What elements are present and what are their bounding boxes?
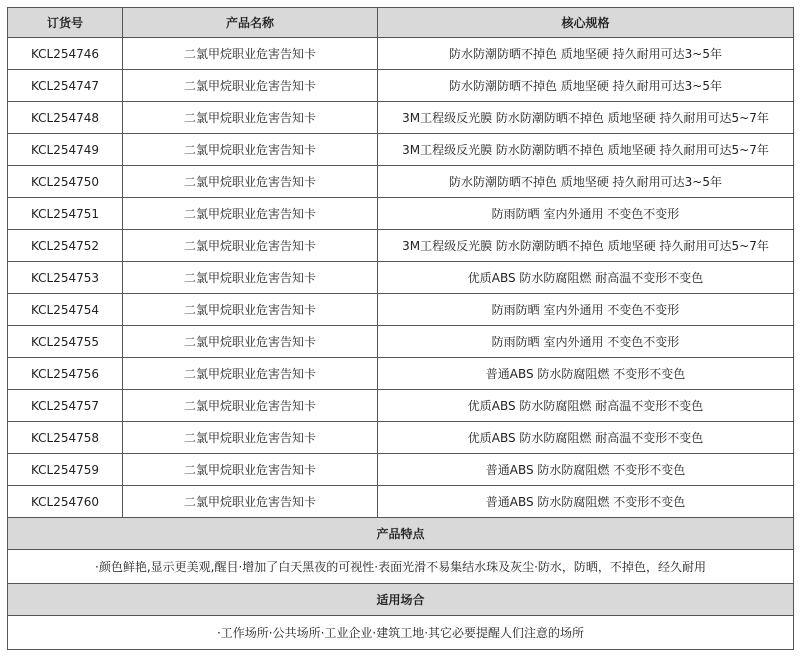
spec-cell: 3M工程级反光膜 防水防潮防晒不掉色 质地坚硬 持久耐用可达5~7年 bbox=[378, 102, 794, 134]
product-name-cell: 二氯甲烷职业危害告知卡 bbox=[123, 262, 378, 294]
spec-cell: 3M工程级反光膜 防水防潮防晒不掉色 质地坚硬 持久耐用可达5~7年 bbox=[378, 134, 794, 166]
product-name-cell: 二氯甲烷职业危害告知卡 bbox=[123, 134, 378, 166]
spec-cell: 普通ABS 防水防腐阻燃 不变形不变色 bbox=[378, 486, 794, 518]
order-no-cell: KCL254755 bbox=[8, 326, 123, 358]
product-table bbox=[7, 7, 794, 650]
table-row bbox=[8, 294, 794, 326]
header-order-no: 订货号 bbox=[8, 8, 123, 38]
product-name-cell: 二氯甲烷职业危害告知卡 bbox=[123, 326, 378, 358]
product-name-cell: 二氯甲烷职业危害告知卡 bbox=[123, 230, 378, 262]
product-name-cell: 二氯甲烷职业危害告知卡 bbox=[123, 294, 378, 326]
spec-cell: 优质ABS 防水防腐阻燃 耐高温不变形不变色 bbox=[378, 422, 794, 454]
spec-cell: 普通ABS 防水防腐阻燃 不变形不变色 bbox=[378, 358, 794, 390]
order-no-cell: KCL254747 bbox=[8, 70, 123, 102]
order-no-cell: KCL254759 bbox=[8, 454, 123, 486]
spec-cell: 防水防潮防晒不掉色 质地坚硬 持久耐用可达3~5年 bbox=[378, 166, 794, 198]
spec-cell: 优质ABS 防水防腐阻燃 耐高温不变形不变色 bbox=[378, 262, 794, 294]
header-product-name: 产品名称 bbox=[123, 8, 378, 38]
product-name-cell: 二氯甲烷职业危害告知卡 bbox=[123, 486, 378, 518]
spec-cell: 防雨防晒 室内外通用 不变色不变形 bbox=[378, 294, 794, 326]
table-row bbox=[8, 102, 794, 134]
header-core-spec: 核心规格 bbox=[378, 8, 794, 38]
spec-cell: 普通ABS 防水防腐阻燃 不变形不变色 bbox=[378, 454, 794, 486]
spec-cell: 优质ABS 防水防腐阻燃 耐高温不变形不变色 bbox=[378, 390, 794, 422]
order-no-cell: KCL254748 bbox=[8, 102, 123, 134]
spec-cell: 防雨防晒 室内外通用 不变色不变形 bbox=[378, 198, 794, 230]
spec-cell: 3M工程级反光膜 防水防潮防晒不掉色 质地坚硬 持久耐用可达5~7年 bbox=[378, 230, 794, 262]
table-row bbox=[8, 198, 794, 230]
product-name-cell: 二氯甲烷职业危害告知卡 bbox=[123, 358, 378, 390]
product-name-cell: 二氯甲烷职业危害告知卡 bbox=[123, 454, 378, 486]
order-no-cell: KCL254756 bbox=[8, 358, 123, 390]
features-body-row bbox=[8, 550, 794, 584]
order-no-cell: KCL254751 bbox=[8, 198, 123, 230]
applications-body-row bbox=[8, 616, 794, 650]
product-name-cell: 二氯甲烷职业危害告知卡 bbox=[123, 102, 378, 134]
order-no-cell: KCL254758 bbox=[8, 422, 123, 454]
table-row bbox=[8, 454, 794, 486]
table-row bbox=[8, 358, 794, 390]
product-name-cell: 二氯甲烷职业危害告知卡 bbox=[123, 198, 378, 230]
product-table-container bbox=[7, 7, 793, 650]
product-name-cell: 二氯甲烷职业危害告知卡 bbox=[123, 70, 378, 102]
product-name-cell: 二氯甲烷职业危害告知卡 bbox=[123, 422, 378, 454]
product-name-cell: 二氯甲烷职业危害告知卡 bbox=[123, 390, 378, 422]
table-row bbox=[8, 70, 794, 102]
order-no-cell: KCL254760 bbox=[8, 486, 123, 518]
table-row bbox=[8, 486, 794, 518]
order-no-cell: KCL254749 bbox=[8, 134, 123, 166]
order-no-cell: KCL254754 bbox=[8, 294, 123, 326]
order-no-cell: KCL254753 bbox=[8, 262, 123, 294]
product-name-cell: 二氯甲烷职业危害告知卡 bbox=[123, 166, 378, 198]
table-row bbox=[8, 326, 794, 358]
table-row bbox=[8, 390, 794, 422]
features-header-row bbox=[8, 518, 794, 550]
table-row bbox=[8, 230, 794, 262]
product-name-cell: 二氯甲烷职业危害告知卡 bbox=[123, 38, 378, 70]
order-no-cell: KCL254752 bbox=[8, 230, 123, 262]
applications-text: ·工作场所·公共场所·工业企业·建筑工地·其它必要提醒人们注意的场所 bbox=[8, 616, 794, 650]
table-row bbox=[8, 38, 794, 70]
applications-header-row bbox=[8, 584, 794, 616]
table-row bbox=[8, 262, 794, 294]
spec-cell: 防水防潮防晒不掉色 质地坚硬 持久耐用可达3~5年 bbox=[378, 70, 794, 102]
table-row bbox=[8, 166, 794, 198]
order-no-cell: KCL254750 bbox=[8, 166, 123, 198]
spec-cell: 防水防潮防晒不掉色 质地坚硬 持久耐用可达3~5年 bbox=[378, 38, 794, 70]
features-text: ·颜色鲜艳,显示更美观,醒目·增加了白天黑夜的可视性·表面光滑不易集结水珠及灰尘·防水，防晒，不掉色，经久耐用 bbox=[8, 550, 794, 584]
table-row bbox=[8, 134, 794, 166]
features-title: 产品特点 bbox=[8, 518, 794, 550]
order-no-cell: KCL254757 bbox=[8, 390, 123, 422]
spec-cell: 防雨防晒 室内外通用 不变色不变形 bbox=[378, 326, 794, 358]
applications-title: 适用场合 bbox=[8, 584, 794, 616]
table-row bbox=[8, 422, 794, 454]
order-no-cell: KCL254746 bbox=[8, 38, 123, 70]
table-header-row bbox=[8, 8, 794, 38]
